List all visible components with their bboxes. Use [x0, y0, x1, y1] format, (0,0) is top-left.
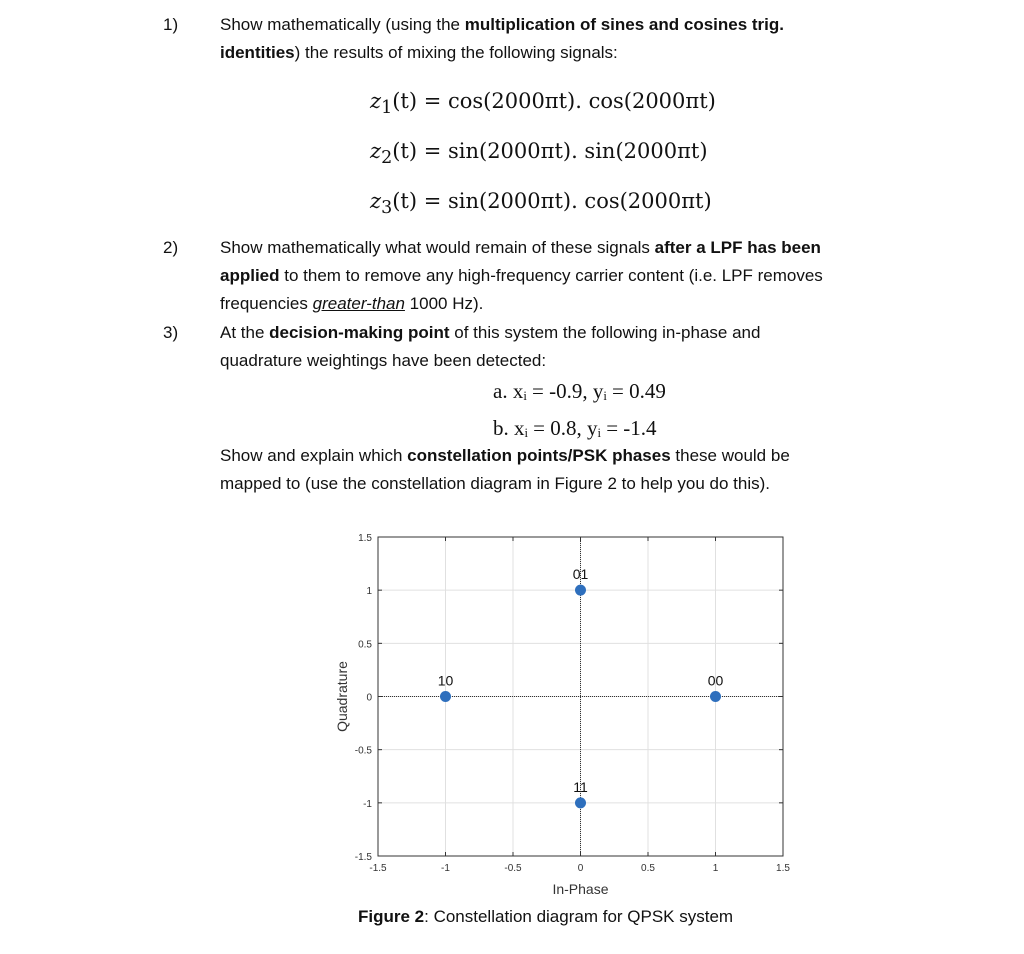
eq-rest: (t) = cos(2000πt). cos(2000πt) — [392, 89, 716, 113]
q1-text: Show mathematically (using the — [220, 15, 465, 34]
q1-number: 1) — [163, 15, 179, 34]
eq-sub: 1 — [381, 98, 393, 119]
q2-number: 2) — [163, 238, 179, 257]
eq-sub: 3 — [381, 198, 393, 219]
eq-rest: (t) = sin(2000πt). sin(2000πt) — [392, 139, 708, 163]
y-tick-label: -0.5 — [354, 745, 372, 757]
y-tick-label: -1 — [363, 798, 372, 810]
caption-text: : Constellation diagram for QPSK system — [424, 907, 734, 926]
q3-text: At the — [220, 323, 270, 342]
x-tick-label: -1 — [441, 863, 450, 874]
x-tick-label: 1.5 — [776, 863, 790, 874]
x-tick-label: 1 — [712, 863, 719, 874]
data-point-00 — [710, 691, 721, 702]
q1-bold2: identities — [220, 43, 295, 62]
x-tick-label: -1.5 — [369, 863, 387, 874]
point-label-10: 10 — [437, 672, 454, 689]
eq-lhs: z — [370, 89, 382, 113]
q3-item-b: b. xᵢ = 0.8, yᵢ = -1.4 — [493, 416, 657, 440]
y-tick-label: -1.5 — [354, 852, 372, 863]
y-tick-label: 0.5 — [358, 639, 372, 651]
q3-text3: Show and explain which — [220, 446, 408, 465]
q3-bold3: constellation points/PSK phases — [407, 446, 671, 465]
q1-text2: ) the results of mixing the following signals: — [294, 43, 618, 62]
q3-text1b: of this system the following in-phase and — [449, 323, 761, 342]
q1-bold: multiplication of sines and cosines trig. — [464, 15, 785, 34]
x-tick-label: -0.5 — [504, 863, 522, 874]
eq-sub: 2 — [381, 148, 393, 169]
q2-bold: after a LPF has been — [654, 238, 821, 257]
q2-text2: to them to remove any high-frequency carrier content (i.e. LPF removes — [279, 266, 823, 285]
x-tick-label: 0.5 — [641, 863, 655, 874]
figure-caption — [358, 907, 733, 927]
x-tick-label: 0 — [577, 863, 584, 874]
q3-line4: mapped to (use the constellation diagram in Figure 2 to help you do this). — [220, 474, 770, 493]
q2-text: Show mathematically what would remain of these signals — [220, 238, 655, 257]
data-point-11 — [575, 797, 586, 808]
q3-item-a: a. xᵢ = -0.9, yᵢ = 0.49 — [493, 379, 666, 403]
y-tick-label: 1 — [366, 586, 372, 598]
eq-rest: (t) = sin(2000πt). cos(2000πt) — [392, 189, 712, 213]
point-label-11: 11 — [573, 778, 588, 795]
eq-lhs: z — [370, 139, 382, 163]
y-tick-label: 0 — [366, 692, 372, 704]
q3-bold: decision-making point — [269, 323, 450, 342]
q3-text3b: these would be — [670, 446, 790, 465]
point-label-00: 00 — [707, 672, 724, 689]
y-axis-label: Quadrature — [334, 661, 350, 732]
eq-lhs: z — [370, 189, 382, 213]
data-point-10 — [440, 691, 451, 702]
q2-text4: 1000 Hz). — [404, 294, 484, 313]
x-axis-label: In-Phase — [552, 881, 609, 897]
q2-text3: frequencies — [220, 294, 313, 313]
q2-underlined: greater-than — [312, 294, 405, 313]
point-label-01: 01 — [572, 566, 589, 583]
q2-bold2: applied — [220, 266, 280, 285]
q3-line2: quadrature weightings have been detected: — [220, 351, 547, 370]
caption-bold: Figure 2 — [358, 907, 425, 926]
data-point-01 — [575, 585, 586, 596]
y-tick-label: 1.5 — [358, 533, 372, 544]
q3-number: 3) — [163, 323, 179, 342]
